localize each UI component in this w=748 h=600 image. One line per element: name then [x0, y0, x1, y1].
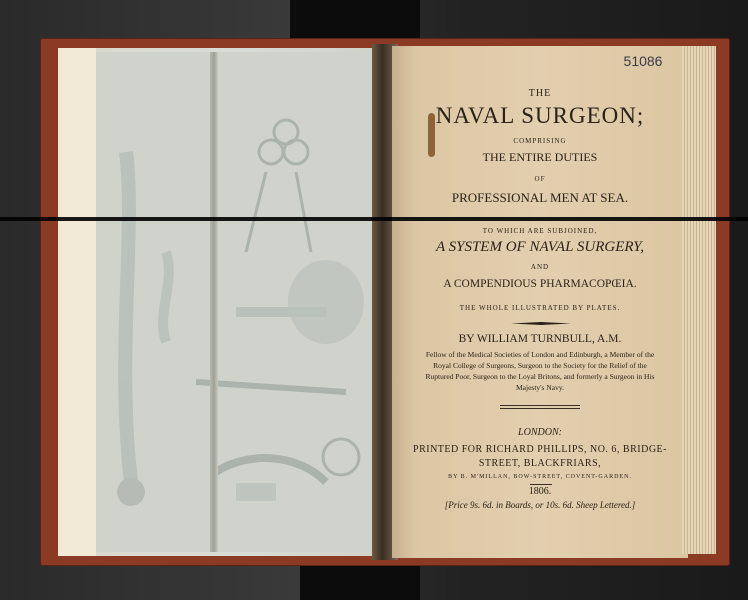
- short-rule: [530, 484, 552, 485]
- title-comprising: COMPRISING: [513, 137, 567, 145]
- title-and: AND: [530, 263, 550, 271]
- imprint-street: STREET, BLACKFRIARS,: [478, 458, 602, 469]
- imprint-printer: BY B. M'MILLAN, BOW-STREET, COVENT-GARDEN.: [448, 474, 632, 480]
- ornament-rule: [511, 322, 571, 325]
- title-illustrated: THE WHOLE ILLUSTRATED BY PLATES.: [459, 304, 621, 312]
- title-duties: THE ENTIRE DUTIES: [482, 150, 598, 164]
- author-description: Fellow of the Medical Societies of London and Edinburgh, a Member of the Royal College of Surgeons, Surgeon to the Society for the Relief of the Ruptured Poor, Surgeon to the Loyal Britons, and formerly a Surgeon in His Majesty's Navy.: [425, 350, 655, 392]
- imprint-year: 1806.: [528, 486, 552, 497]
- author-name: BY WILLIAM TURNBULL, A.M.: [458, 333, 622, 345]
- imprint-city: LONDON:: [518, 427, 562, 438]
- plate-fold-line: [210, 52, 218, 552]
- title-of: OF: [534, 175, 546, 183]
- plate-instruments-drawing: [96, 52, 372, 552]
- title-pharmacopoeia: A COMPENDIOUS PHARMACOPŒIA.: [443, 278, 637, 290]
- title-system: A SYSTEM OF NAVAL SURGERY,: [435, 239, 645, 255]
- background-block-top: [290, 0, 420, 38]
- double-rule-bottom: [500, 408, 580, 409]
- double-rule-top: [500, 405, 580, 406]
- price-line: [Price 9s. 6d. in Boards, or 10s. 6d. Sheep Lettered.]: [444, 500, 636, 510]
- imprint-printed: PRINTED FOR RICHARD PHILLIPS, NO. 6, BRIDGE-: [413, 444, 667, 455]
- background-block-bottom: [300, 566, 420, 600]
- book-title: NAVAL SURGEON;: [435, 103, 645, 128]
- scan-artifact-line: [0, 217, 748, 221]
- title-professional: PROFESSIONAL MEN AT SEA.: [451, 190, 629, 205]
- shelfmark: 51086: [623, 53, 663, 69]
- title-subjoined: TO WHICH ARE SUBJOINED,: [482, 227, 598, 235]
- surgical-instruments-plate: [96, 52, 372, 552]
- flyleaf-edge: [58, 48, 96, 556]
- title-the: THE: [528, 88, 552, 99]
